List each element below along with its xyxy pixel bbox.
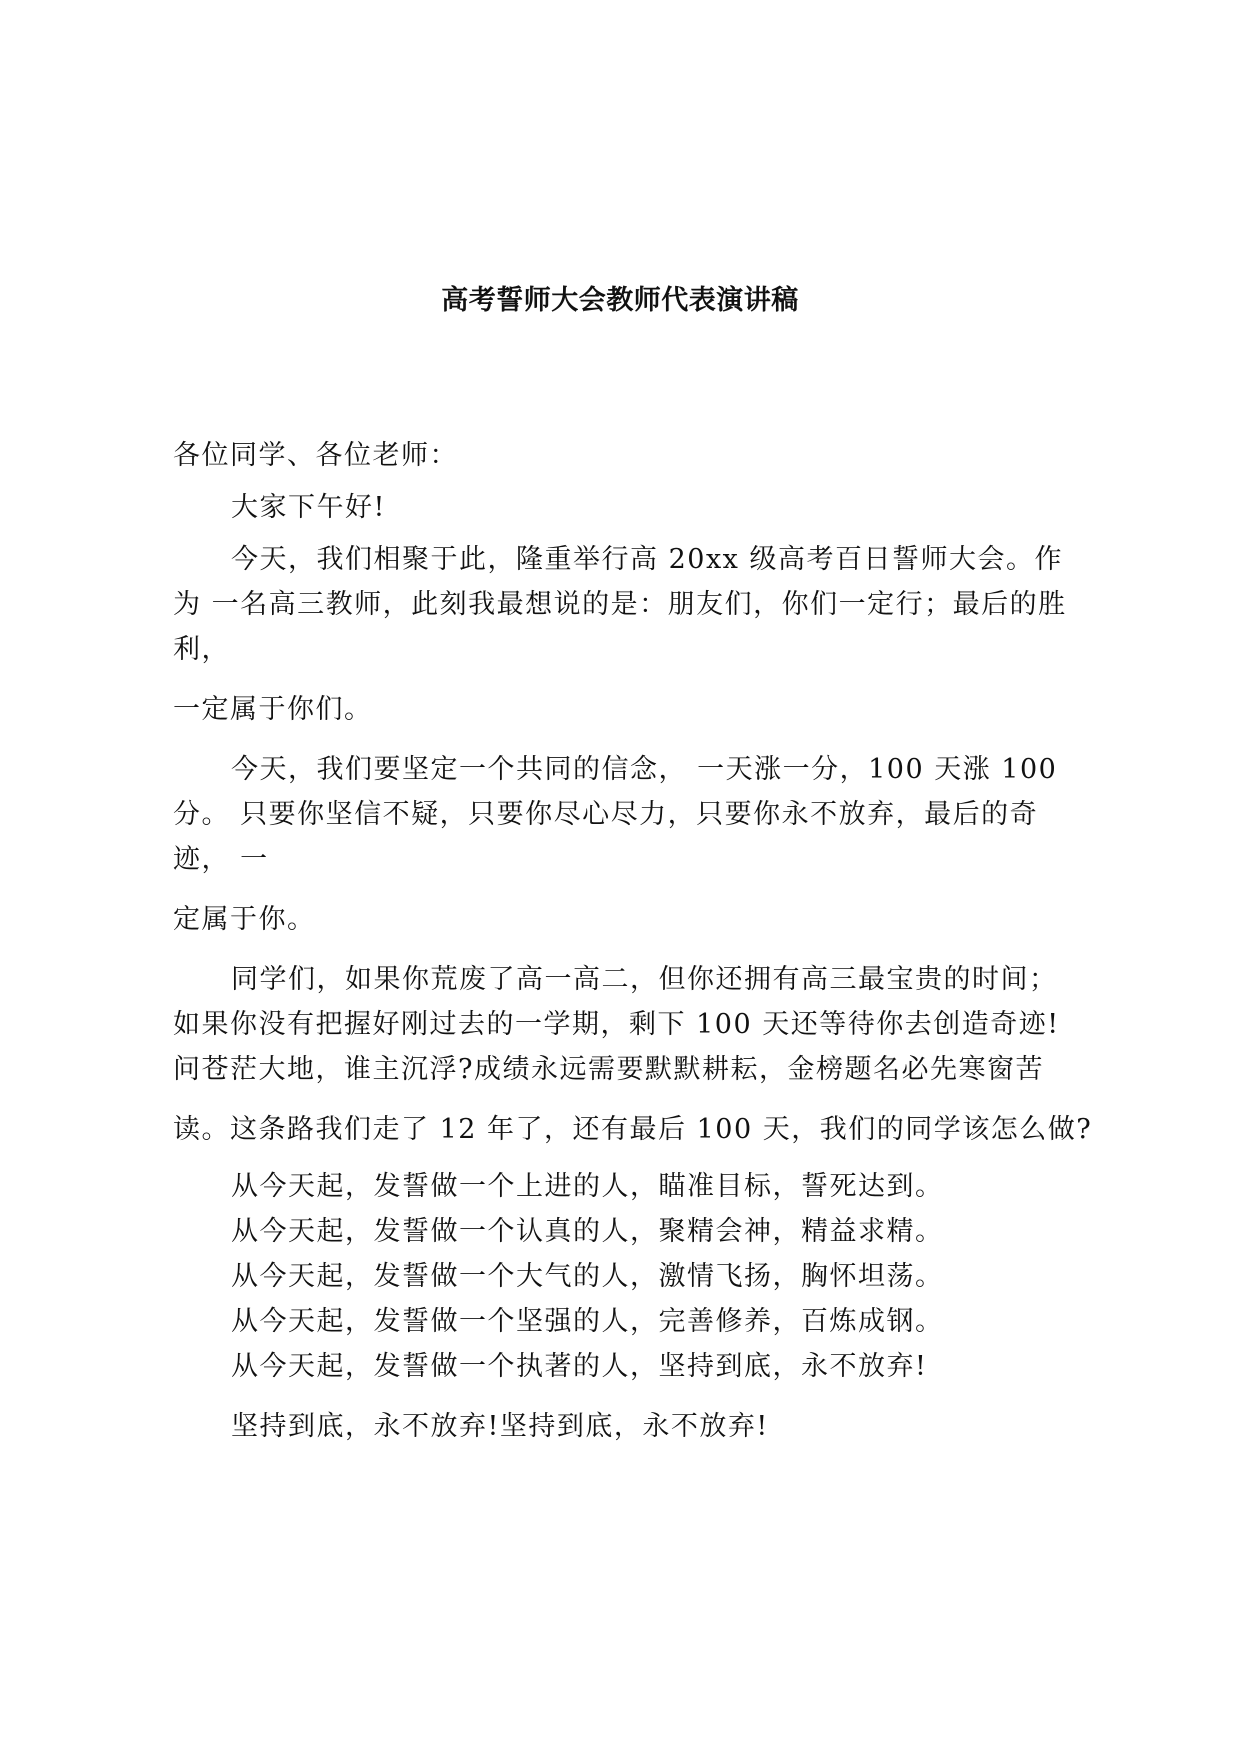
vow-line: 从今天起，发誓做一个执著的人，坚持到底，永不放弃! — [231, 1351, 928, 1382]
vow-line: 从今天起，发誓做一个坚强的人，完善修养，百炼成钢。 — [231, 1306, 944, 1337]
paragraph-line: 读。这条路我们走了 12 年了，还有最后 100 天，我们的同学该怎么做? — [173, 1114, 1093, 1145]
vow-line: 从今天起，发誓做一个大气的人，激情飞扬，胸怀坦荡。 — [231, 1261, 944, 1292]
paragraph-line: 今天，我们要坚定一个共同的信念， 一天涨一分，100 天涨 100 — [231, 754, 1058, 785]
greeting: 大家下午好! — [231, 492, 386, 523]
closing-line: 坚持到底，永不放弃!坚持到底，永不放弃! — [231, 1411, 769, 1442]
vow-line: 从今天起，发誓做一个认真的人，聚精会神，精益求精。 — [231, 1216, 944, 1247]
document-title: 高考誓师大会教师代表演讲稿 — [441, 285, 799, 316]
paragraph-line: 定属于你。 — [173, 904, 316, 935]
paragraph-line: 今天，我们相聚于此，隆重举行高 20xx 级高考百日誓师大会。作 — [231, 544, 1063, 575]
paragraph-line: 同学们，如果你荒废了高一高二，但你还拥有高三最宝贵的时间； — [231, 964, 1058, 995]
paragraph-line: 如果你没有把握好刚过去的一学期，剩下 100 天还等待你去创造奇迹! — [173, 1009, 1060, 1040]
paragraph-line: 问苍茫大地，谁主沉浮?成绩永远需要默默耕耘，金榜题名必先寒窗苦 — [173, 1054, 1044, 1085]
salutation: 各位同学、各位老师： — [173, 440, 458, 471]
paragraph-line: 一定属于你们。 — [173, 694, 373, 725]
vow-line: 从今天起，发誓做一个上进的人，瞄准目标，誓死达到。 — [231, 1171, 944, 1202]
paragraph-line: 分。 只要你坚信不疑，只要你尽心尽力，只要你永不放弃，最后的奇 — [173, 799, 1039, 830]
paragraph-line: 迹， 一 — [173, 844, 269, 875]
paragraph-line: 利， — [173, 634, 230, 665]
paragraph-line: 为 一名高三教师，此刻我最想说的是：朋友们，你们一定行；最后的胜 — [173, 589, 1067, 620]
